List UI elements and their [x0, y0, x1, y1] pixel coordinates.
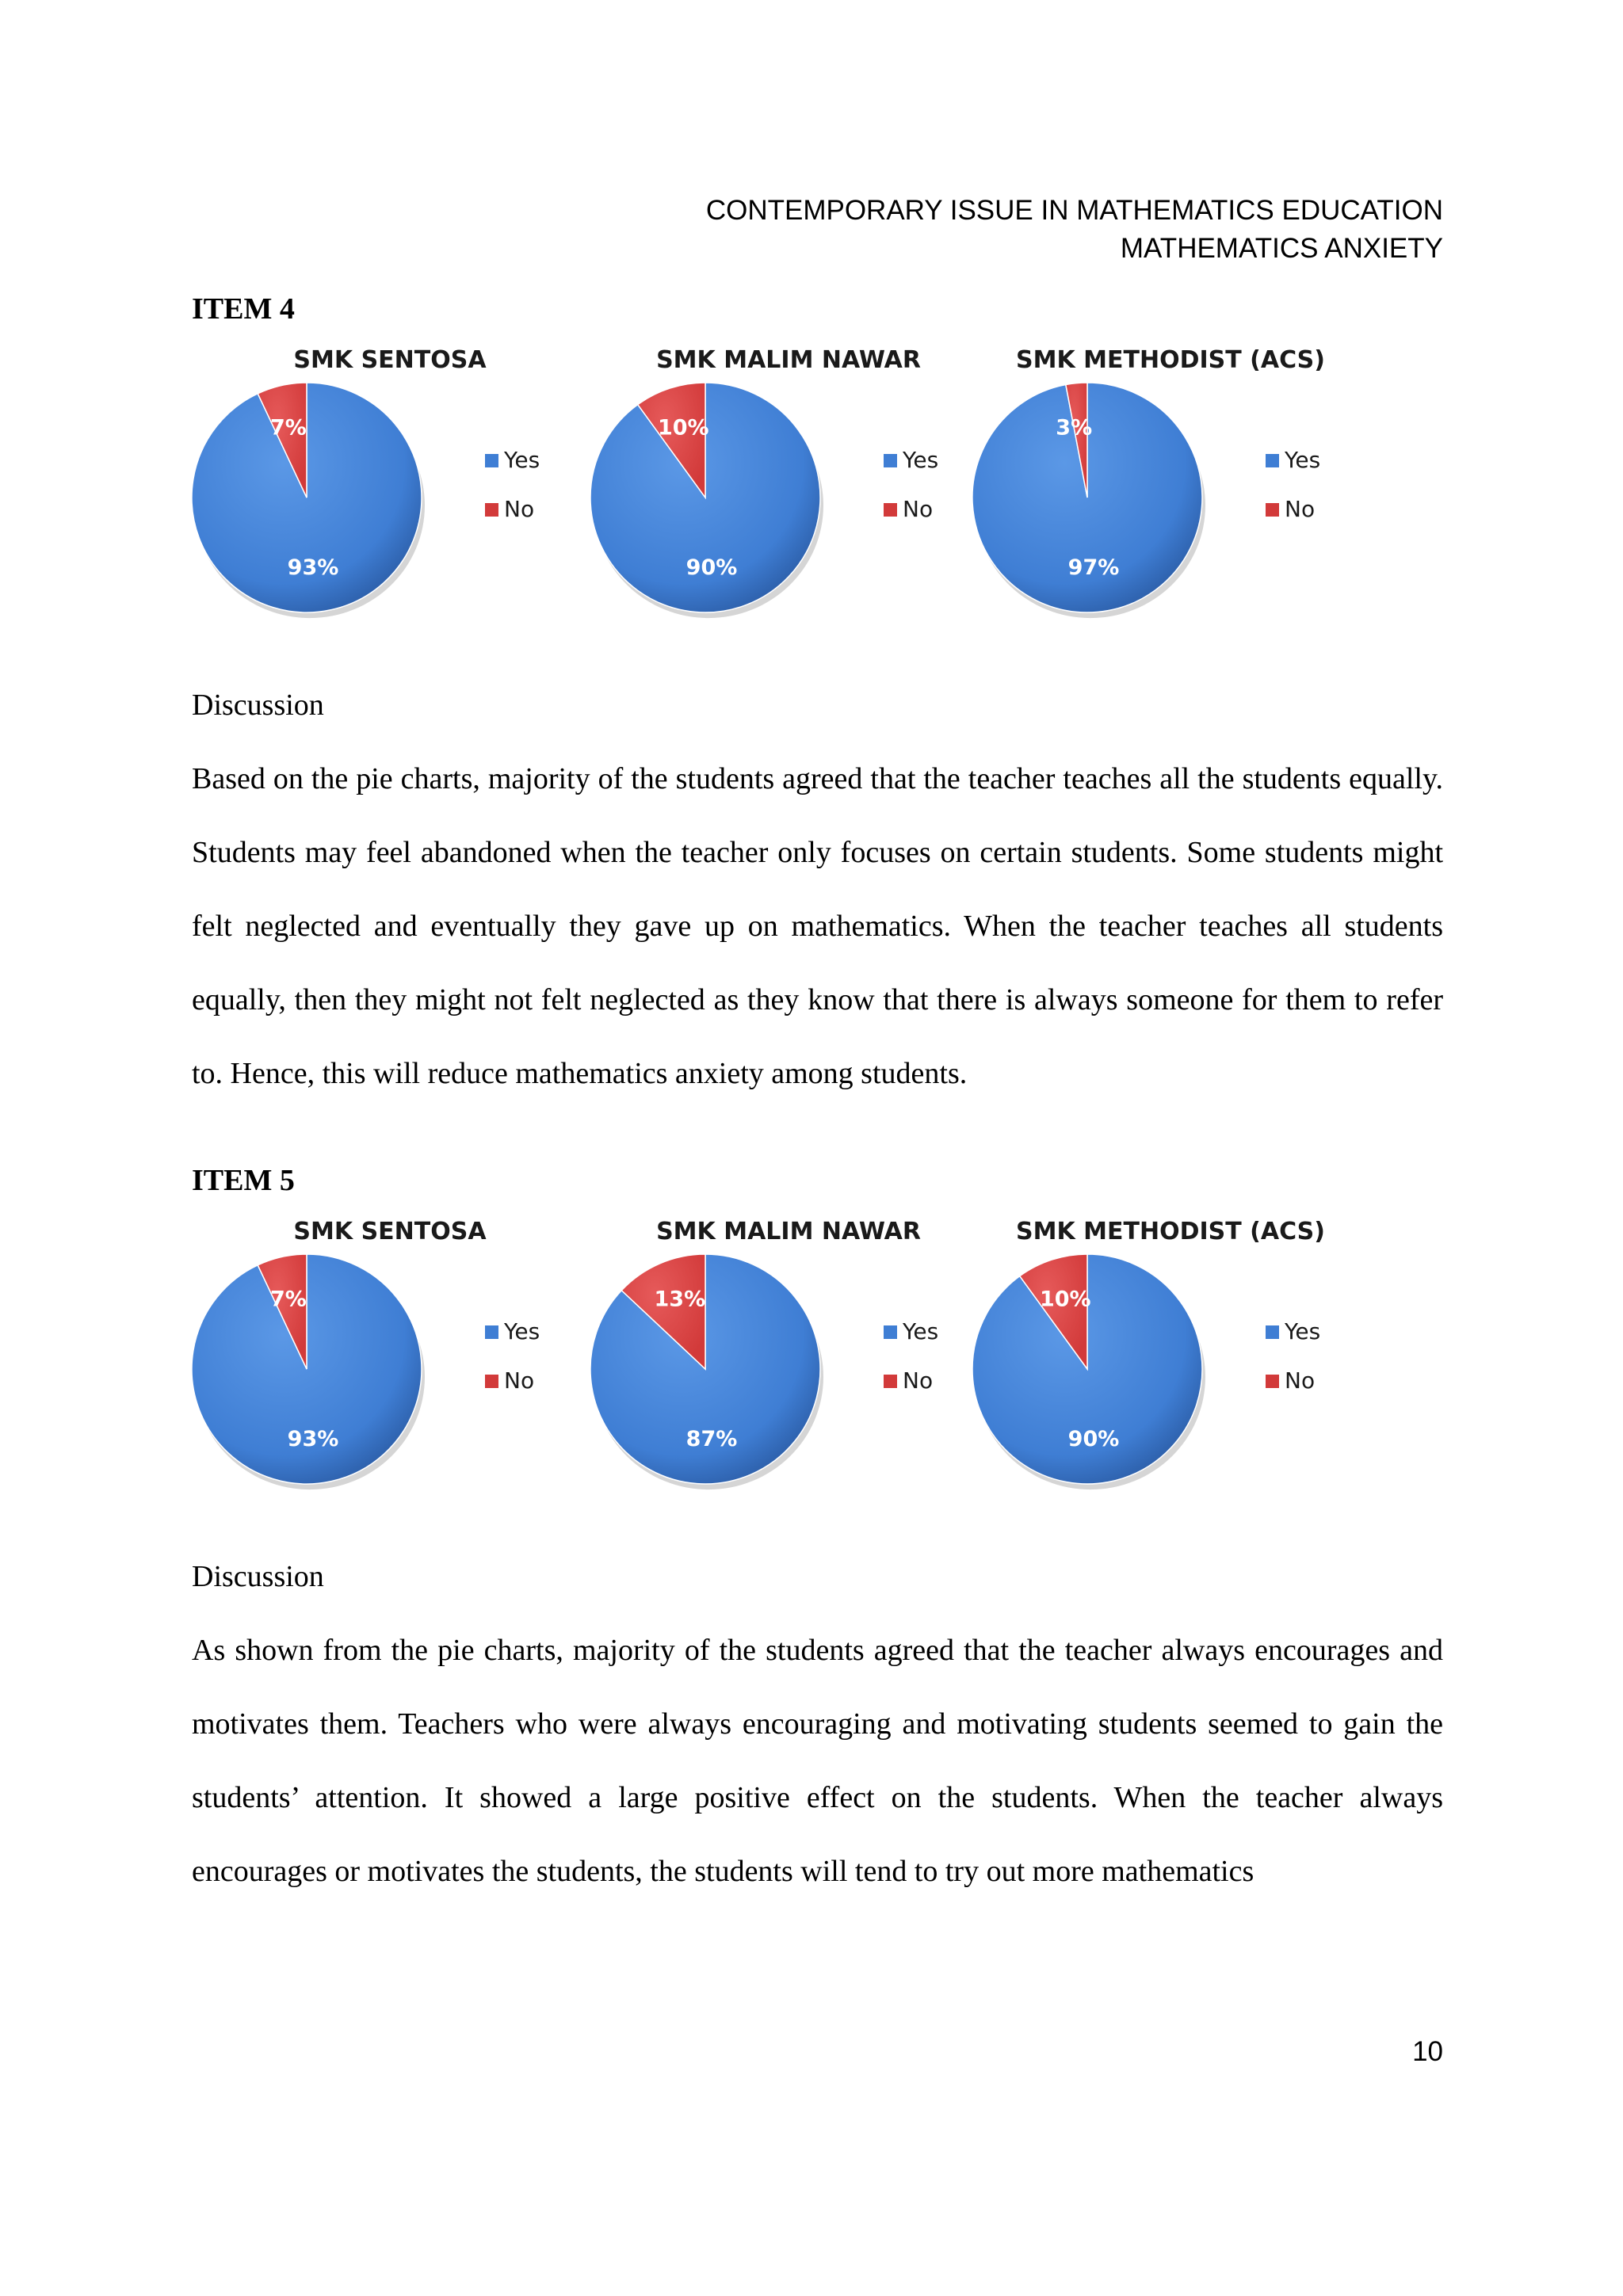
item4-smk-methodist-acs-legend-swatch-yes — [1266, 454, 1279, 467]
item4-smk-methodist-acs-label-yes: 97% — [1067, 555, 1120, 581]
item-4-discussion-label: Discussion — [192, 688, 324, 722]
item5-smk-methodist-acs-legend-swatch-yes — [1266, 1325, 1279, 1339]
item4-smk-sentosa-title: SMK SENTOSA — [293, 346, 487, 374]
item-5-chart-row — [192, 1211, 1443, 1543]
item4-smk-methodist-acs-title: SMK METHODIST (ACS) — [1016, 346, 1325, 374]
item5-smk-malim-nawar-label-yes: 87% — [685, 1427, 738, 1452]
item4-smk-sentosa-pie-svg — [192, 339, 588, 672]
item5-smk-methodist-acs-pie-chart — [972, 1211, 1369, 1543]
item4-smk-malim-nawar-pie-chart — [590, 339, 987, 672]
item4-smk-malim-nawar-legend-swatch-yes — [884, 454, 897, 467]
item5-smk-malim-nawar-legend-label-yes: Yes — [903, 1318, 939, 1344]
item5-smk-methodist-acs-pie-svg — [972, 1211, 1369, 1543]
item5-smk-malim-nawar-pie-svg — [590, 1211, 987, 1543]
item5-smk-sentosa-label-yes: 93% — [287, 1427, 339, 1452]
item-4-discussion-paragraph: Based on the pie charts, majority of the students agreed that the teacher teaches all the students equally. Students may feel abandoned when the teacher only focuses on certain students. Some students might felt neglected and eventually they gave up on mathematics. When the teacher teaches all students equally, then they might not felt neglected as they know that there is always someone for them to refer to. Hence, this will reduce mathematics anxiety among students. — [192, 762, 1443, 1090]
item4-smk-methodist-acs-legend-label-no: No — [1285, 496, 1316, 522]
item4-smk-malim-nawar-pie-svg — [590, 339, 987, 672]
item4-smk-malim-nawar-title: SMK MALIM NAWAR — [656, 346, 921, 374]
item5-smk-methodist-acs-label-no: 10% — [1039, 1287, 1091, 1312]
item5-smk-malim-nawar-legend-swatch-yes — [884, 1325, 897, 1339]
item5-smk-malim-nawar-label-no: 13% — [654, 1287, 706, 1312]
item4-smk-methodist-acs-legend-swatch-no — [1266, 503, 1279, 517]
item5-smk-sentosa-title: SMK SENTOSA — [293, 1218, 487, 1245]
item4-smk-methodist-acs-pie-svg — [972, 339, 1369, 672]
item5-smk-methodist-acs-legend-label-no: No — [1285, 1367, 1316, 1394]
item-5-discussion-paragraph: As shown from the pie charts, majority of the students agreed that the teacher always encourages and motivates them. Teachers who were always encouraging and motivating students seemed to gain the students’ attention. It showed a large positive effect on the students. When the teacher always encourages or motivates the students, the students will tend to try out more mathematics — [192, 1634, 1443, 1888]
item5-smk-sentosa-legend-label-no: No — [504, 1367, 535, 1394]
item5-smk-methodist-acs-legend-swatch-no — [1266, 1375, 1279, 1388]
item4-smk-malim-nawar-legend-label-yes: Yes — [903, 447, 939, 473]
item4-smk-methodist-acs-label-no: 3% — [1056, 415, 1093, 441]
item4-smk-sentosa-pie-chart — [192, 339, 588, 672]
item4-smk-sentosa-legend-label-yes: Yes — [504, 447, 540, 473]
item4-smk-sentosa-legend-label-no: No — [504, 496, 535, 522]
item5-smk-sentosa-label-no: 7% — [270, 1287, 307, 1312]
item4-smk-sentosa-label-yes: 93% — [287, 555, 339, 581]
item-5-discussion-label: Discussion — [192, 1560, 324, 1593]
page-number: 10 — [1412, 2036, 1443, 2067]
item4-smk-sentosa-legend-swatch-no — [485, 503, 498, 517]
item5-smk-sentosa-legend-label-yes: Yes — [504, 1318, 540, 1344]
item4-smk-malim-nawar-label-yes: 90% — [685, 555, 738, 581]
item5-smk-sentosa-pie-chart — [192, 1211, 588, 1543]
header-course-title: CONTEMPORARY ISSUE IN MATHEMATICS EDUCATION — [705, 195, 1443, 226]
item5-smk-sentosa-legend-swatch-yes — [485, 1325, 498, 1339]
header-topic-title: MATHEMATICS ANXIETY — [1120, 233, 1443, 264]
item5-smk-malim-nawar-pie-chart — [590, 1211, 987, 1543]
item5-smk-methodist-acs-legend-label-yes: Yes — [1285, 1318, 1321, 1344]
item4-smk-malim-nawar-legend-swatch-no — [884, 503, 897, 517]
item5-smk-sentosa-legend-swatch-no — [485, 1375, 498, 1388]
item4-smk-malim-nawar-label-no: 10% — [657, 415, 709, 441]
item5-smk-methodist-acs-label-yes: 90% — [1067, 1427, 1120, 1452]
page-header — [706, 192, 1443, 268]
item4-smk-methodist-acs-pie-chart — [972, 339, 1369, 672]
item4-smk-malim-nawar-legend-label-no: No — [903, 496, 934, 522]
item5-smk-methodist-acs-title: SMK METHODIST (ACS) — [1016, 1218, 1325, 1245]
item5-smk-malim-nawar-title: SMK MALIM NAWAR — [656, 1218, 921, 1245]
item4-smk-methodist-acs-legend-label-yes: Yes — [1285, 447, 1321, 473]
item-5-heading: ITEM 5 — [192, 1164, 295, 1197]
item5-smk-malim-nawar-legend-swatch-no — [884, 1375, 897, 1388]
item4-smk-sentosa-label-no: 7% — [270, 415, 307, 441]
item4-smk-sentosa-legend-swatch-yes — [485, 454, 498, 467]
item-4-chart-row — [192, 339, 1443, 672]
item5-smk-malim-nawar-legend-label-no: No — [903, 1367, 934, 1394]
item5-smk-sentosa-pie-svg — [192, 1211, 588, 1543]
item-4-heading: ITEM 4 — [192, 292, 295, 326]
